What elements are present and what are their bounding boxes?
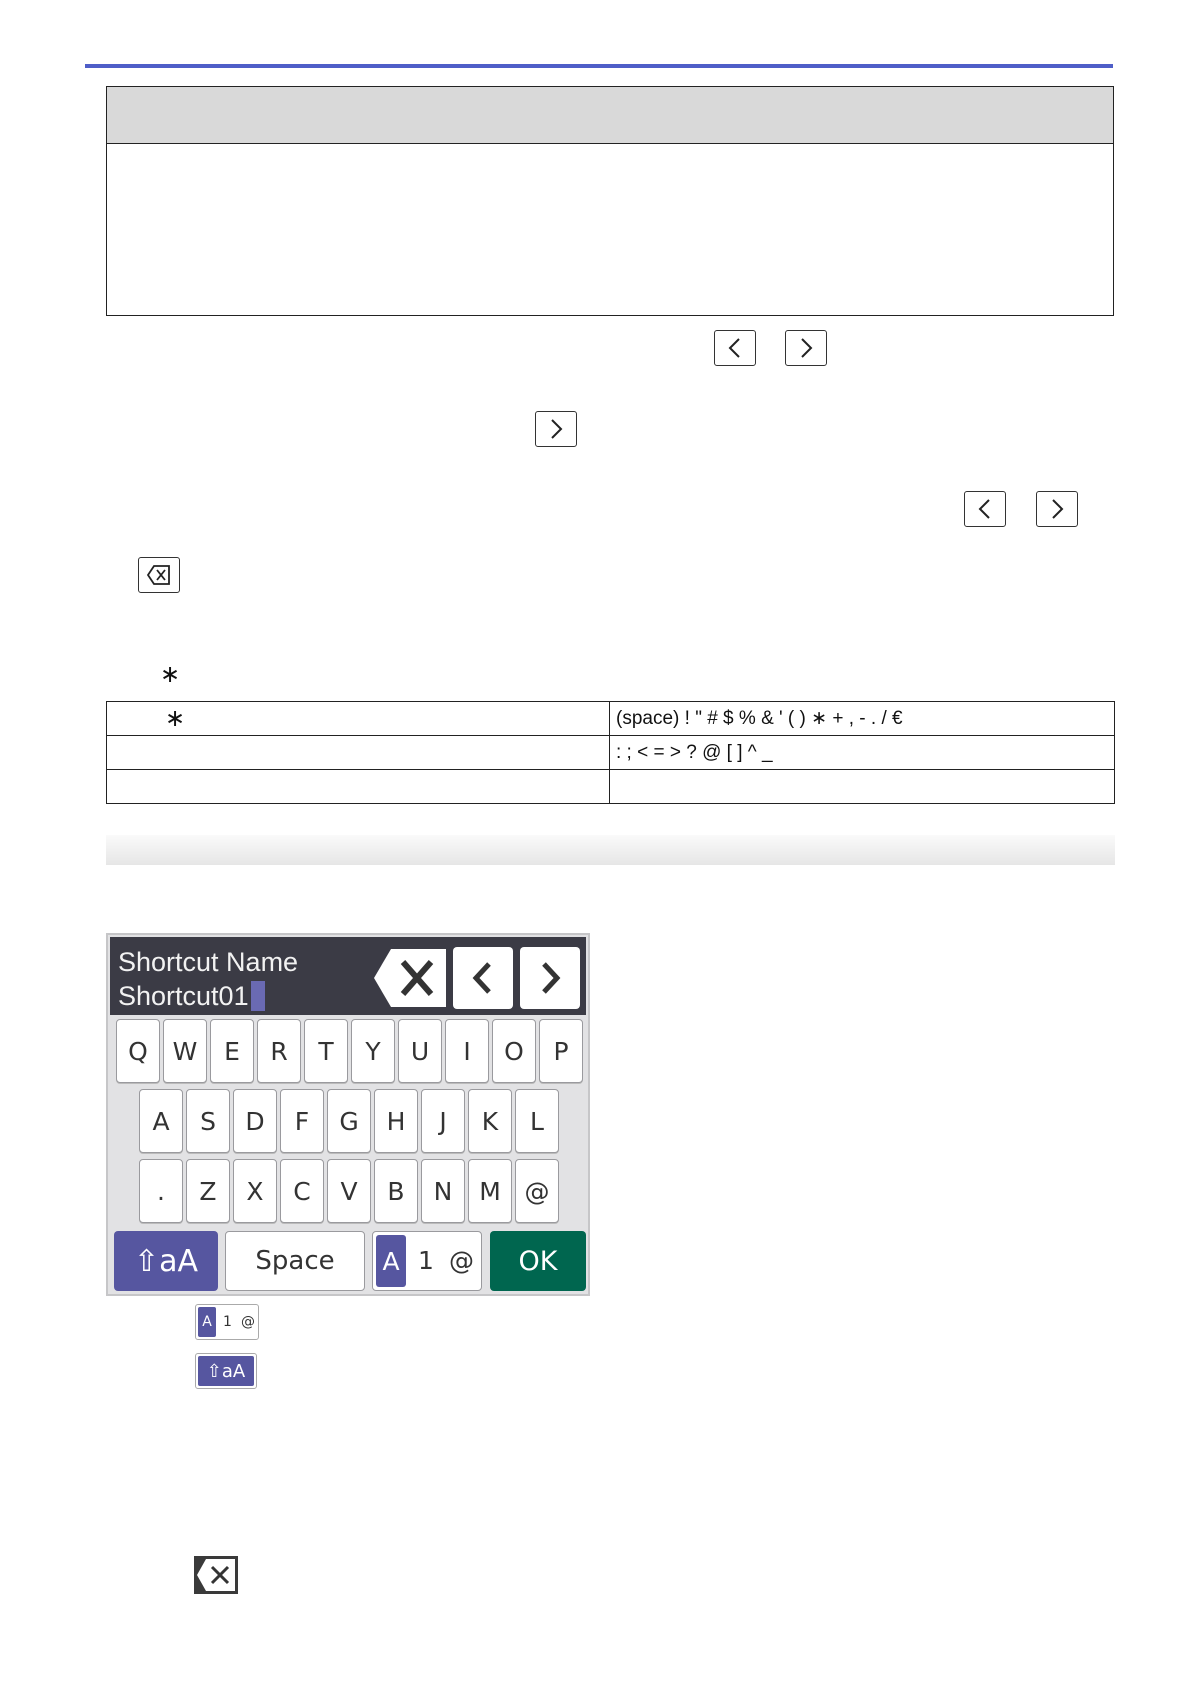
chevron-left-icon [714, 330, 756, 366]
chevron-right-icon[interactable] [520, 947, 580, 1009]
key[interactable]: T [304, 1019, 348, 1083]
backspace-icon[interactable] [373, 947, 448, 1009]
asterisk-mark: ∗ [165, 705, 186, 732]
table-cell [610, 770, 1115, 804]
chevron-left-icon[interactable] [453, 947, 513, 1009]
header-rule [85, 64, 1113, 68]
key[interactable]: D [233, 1089, 277, 1153]
chevron-right-icon [785, 330, 827, 366]
key[interactable]: P [539, 1019, 583, 1083]
table-cell [107, 770, 610, 804]
table-row [107, 736, 1115, 770]
key[interactable]: K [468, 1089, 512, 1153]
space-key[interactable]: Space [225, 1231, 365, 1291]
key[interactable]: S [186, 1089, 230, 1153]
ok-key[interactable]: OK [490, 1231, 586, 1291]
key[interactable]: W [163, 1019, 207, 1083]
key[interactable]: @ [515, 1159, 559, 1223]
chevron-right-icon [535, 411, 577, 447]
asterisk-mark: ∗ [160, 661, 181, 688]
mode-number: 1 [223, 1314, 232, 1330]
key[interactable]: U [398, 1019, 442, 1083]
key[interactable]: V [327, 1159, 371, 1223]
chevron-left-icon [964, 491, 1006, 527]
mode-letter: A [376, 1235, 406, 1287]
note-header [107, 87, 1113, 144]
mode-number: 1 [418, 1246, 434, 1275]
key[interactable]: I [445, 1019, 489, 1083]
table-row [107, 702, 1115, 736]
table-cell [107, 736, 610, 770]
key[interactable]: R [257, 1019, 301, 1083]
key[interactable]: . [139, 1159, 183, 1223]
lcd-field-title: Shortcut Name [118, 947, 299, 977]
key[interactable]: E [210, 1019, 254, 1083]
lcd-field-value[interactable] [118, 981, 265, 1012]
chevron-right-icon [1036, 491, 1078, 527]
table-cell: : ; < = > ? @ [ ] ^ _ [610, 736, 1115, 770]
table-cell: (space) ! " # $ % & ' ( ) ∗ + , - . / € [610, 702, 1115, 736]
mode-symbol: @ [241, 1314, 255, 1330]
key[interactable]: C [280, 1159, 324, 1223]
characters-table [106, 701, 1115, 804]
key[interactable]: L [515, 1089, 559, 1153]
section-bar [106, 835, 1115, 865]
key[interactable]: J [421, 1089, 465, 1153]
key[interactable]: X [233, 1159, 277, 1223]
mode-symbol: @ [449, 1246, 474, 1275]
backspace-icon [194, 1556, 238, 1594]
key[interactable]: Y [351, 1019, 395, 1083]
shift-icon-label: ⇧aA [198, 1356, 254, 1386]
key[interactable]: H [374, 1089, 418, 1153]
key[interactable]: G [327, 1089, 371, 1153]
lcd-header [110, 937, 586, 1015]
mode-letter: A [198, 1307, 216, 1337]
key[interactable]: Z [186, 1159, 230, 1223]
key[interactable]: F [280, 1089, 324, 1153]
shift-key[interactable]: ⇧aA [114, 1231, 218, 1291]
key[interactable]: B [374, 1159, 418, 1223]
input-mode-key[interactable] [372, 1231, 482, 1291]
key[interactable]: M [468, 1159, 512, 1223]
key[interactable]: N [421, 1159, 465, 1223]
table-row [107, 770, 1115, 804]
text-cursor [251, 981, 265, 1011]
key[interactable]: O [492, 1019, 536, 1083]
lcd-screen [106, 933, 590, 1296]
table-cell [107, 702, 610, 736]
shift-icon [195, 1353, 257, 1389]
lcd-value-text: Shortcut01 [118, 981, 249, 1011]
input-mode-icon [195, 1304, 259, 1340]
note-box [106, 86, 1114, 316]
key[interactable]: Q [116, 1019, 160, 1083]
backspace-icon [138, 557, 180, 593]
key[interactable]: A [139, 1089, 183, 1153]
